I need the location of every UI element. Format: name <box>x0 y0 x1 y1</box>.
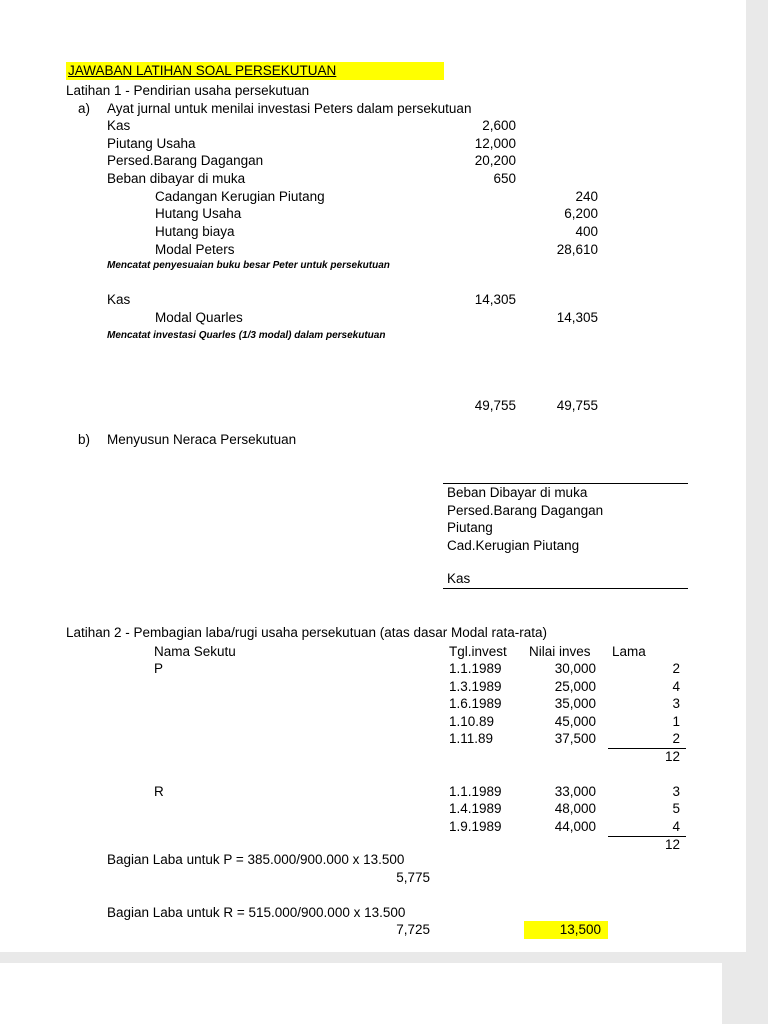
neraca-item: Persed.Barang Dagangan <box>447 502 604 518</box>
account-name: Kas <box>107 118 131 133</box>
neraca-item: Piutang <box>447 520 493 535</box>
invest-row <box>66 730 726 747</box>
credit-amount: 6,200 <box>564 206 598 222</box>
invest-row <box>66 800 726 817</box>
journal-row <box>66 223 726 241</box>
account-name: Beban dibayar di muka <box>107 171 246 187</box>
journal-row <box>66 188 726 206</box>
journal-totals <box>66 397 726 415</box>
journal-row <box>66 152 726 170</box>
header-nama-sekutu: Nama Sekutu <box>154 644 236 659</box>
nilai-inves: 25,000 <box>554 678 596 694</box>
latihan1-heading: Latihan 1 - Pendirian usaha persekutuan <box>66 83 310 98</box>
lama-total-row <box>66 747 726 764</box>
account-name: Modal Quarles <box>155 309 243 325</box>
part-b-section <box>66 431 726 449</box>
header-lama: Lama <box>612 644 646 659</box>
tgl-invest: 1.1.1989 <box>449 661 502 677</box>
account-name: Hutang biaya <box>155 224 235 240</box>
journal-entry-2 <box>66 291 726 326</box>
invest-row <box>66 660 726 677</box>
bagian-laba-r-result: 7,725 <box>396 922 430 937</box>
credit-amount: 240 <box>575 188 598 204</box>
bagian-laba-section <box>66 852 726 952</box>
bagian-laba-r-formula: Bagian Laba untuk R = 515.000/900.000 x 13.500 <box>107 905 406 920</box>
account-name: Cadangan Kerugian Piutang <box>155 188 325 204</box>
neraca-panel <box>443 483 688 589</box>
lama: 4 <box>672 818 680 834</box>
nilai-inves: 48,000 <box>554 801 596 817</box>
invest-row <box>66 818 726 835</box>
neraca-item: Kas <box>447 571 471 586</box>
header-section <box>66 62 726 118</box>
journal-note-1-wrap <box>66 260 726 274</box>
journal-row <box>66 117 726 135</box>
journal-entry-1 <box>66 117 726 259</box>
journal-row <box>66 135 726 153</box>
journal-note-2-wrap <box>66 330 726 344</box>
account-name: Hutang Usaha <box>155 206 242 222</box>
lama: 2 <box>672 730 680 746</box>
lama: 3 <box>672 784 680 799</box>
debit-amount: 2,600 <box>482 118 516 133</box>
nilai-inves: 45,000 <box>554 713 596 729</box>
part-a-label: a) <box>78 101 91 116</box>
part-b-label: b) <box>78 432 91 447</box>
invest-row <box>66 695 726 712</box>
lama: 3 <box>672 696 680 712</box>
tgl-invest: 1.10.89 <box>449 713 495 729</box>
part-b-row <box>66 431 726 449</box>
invest-row <box>66 713 726 730</box>
debit-amount: 12,000 <box>474 135 516 151</box>
page-title: JAWABAN LATIHAN SOAL PERSEKUTUAN <box>66 62 444 80</box>
journal-row <box>66 170 726 188</box>
lama-total-row <box>66 835 726 852</box>
tgl-invest: 1.11.89 <box>449 730 494 746</box>
total-credit: 49,755 <box>556 398 598 413</box>
invest-row <box>66 783 726 800</box>
next-page-fragment <box>0 963 722 1024</box>
account-name: Persed.Barang Dagangan <box>107 153 264 169</box>
total-debit: 49,755 <box>474 398 516 413</box>
part-a-title: Ayat jurnal untuk menilai investasi Peters dalam persekutuan <box>107 101 472 116</box>
journal-note: Mencatat penyesuaian buku besar Peter untuk persekutuan <box>107 260 390 271</box>
header-nilai-inves: Nilai inves <box>529 644 591 659</box>
table-header-row <box>66 643 726 660</box>
account-name: Piutang Usaha <box>107 135 196 151</box>
totals-row <box>66 397 726 415</box>
tgl-invest: 1.6.1989 <box>449 696 502 712</box>
tgl-invest: 1.1.1989 <box>449 784 502 799</box>
bagian-laba-p-formula: Bagian Laba untuk P = 385.000/900.000 x 13.500 <box>107 852 405 867</box>
journal-row <box>66 205 726 223</box>
tgl-invest: 1.4.1989 <box>449 801 502 817</box>
neraca-item: Beban Dibayar di muka <box>447 485 588 500</box>
journal-row <box>66 241 726 259</box>
invest-row <box>66 678 726 695</box>
nilai-inves: 44,000 <box>554 818 596 834</box>
lama: 2 <box>672 661 680 677</box>
part-b-title: Menyusun Neraca Persekutuan <box>107 432 297 447</box>
neraca-spacer <box>443 554 688 570</box>
bagian-laba-p-result: 5,775 <box>396 870 430 885</box>
nilai-inves: 33,000 <box>554 784 596 799</box>
header-tgl-invest: Tgl.invest <box>449 644 507 659</box>
lama: 1 <box>672 713 680 729</box>
journal-note: Mencatat investasi Quarles (1/3 modal) dalam persekutuan <box>107 330 386 341</box>
latihan2-heading: Latihan 2 - Pembagian laba/rugi usaha persekutuan (atas dasar Modal rata-rata) <box>66 625 548 640</box>
partner-name: R <box>154 784 164 799</box>
nilai-inves: 35,000 <box>554 696 596 712</box>
account-name: Modal Peters <box>155 241 235 257</box>
credit-amount: 14,305 <box>556 309 598 325</box>
nilai-inves: 37,500 <box>554 730 596 746</box>
credit-amount: 400 <box>575 224 598 240</box>
tgl-invest: 1.3.1989 <box>449 678 502 694</box>
nilai-inves: 30,000 <box>554 661 596 677</box>
tgl-invest: 1.9.1989 <box>449 818 502 834</box>
debit-amount: 14,305 <box>474 292 516 307</box>
total-laba-highlight: 13,500 <box>524 921 608 939</box>
journal-row <box>66 291 726 309</box>
lama-total: 12 <box>664 837 680 853</box>
lama-total: 12 <box>664 749 680 765</box>
lama: 4 <box>672 678 680 694</box>
part-a-row <box>66 100 726 118</box>
invest-table <box>66 643 726 765</box>
latihan2-heading-wrap <box>66 625 726 640</box>
debit-amount: 20,200 <box>474 153 516 169</box>
partner-name: P <box>154 661 164 677</box>
journal-row <box>66 309 726 327</box>
debit-amount: 650 <box>493 171 516 187</box>
credit-amount: 28,610 <box>556 241 598 257</box>
neraca-item: Cad.Kerugian Piutang <box>447 537 580 553</box>
account-name: Kas <box>107 292 131 307</box>
invest-table-r <box>66 783 726 853</box>
lama: 5 <box>672 801 680 817</box>
